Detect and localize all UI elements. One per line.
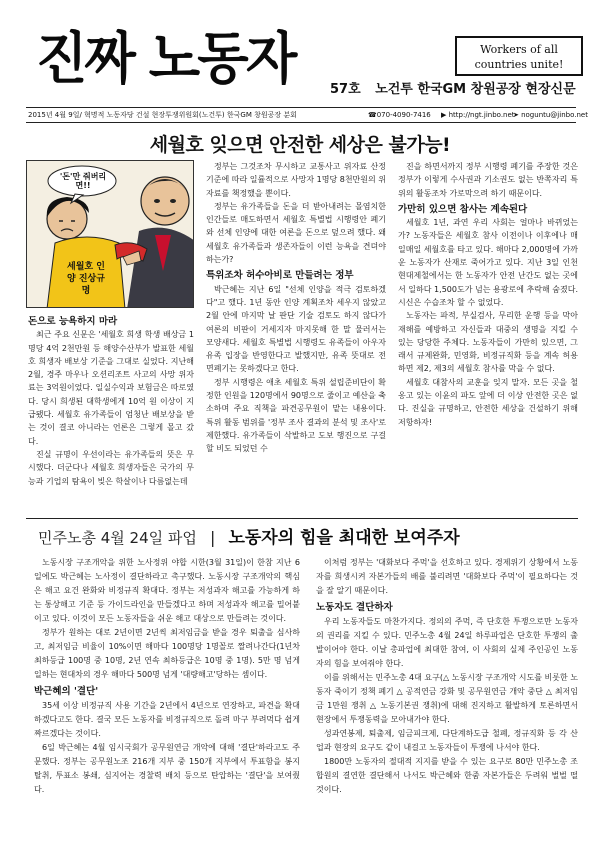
article1-column1 <box>28 312 194 488</box>
article2-column2 <box>316 556 578 797</box>
cartoon-sign: 세월호 인양 진상규명 <box>67 262 105 296</box>
subhead-workers-decide: 노동자도 결단하자 <box>316 602 393 613</box>
paragraph: 최근 주요 신문은 '세월호 희생 학생 배상금 1명당 4억 2천만원 등 해양수산부가 발표한 세월호 희생자 배보상 기준을 그대로 실었다. 지난해 2월, 경주 마우나 오션리조트 사고의 사망 위자료는 3억원이었다. 일실수익과 보험금은 따로였다. 당시 희생된 대학생에게 10억 원 이상이 지급됐다. 세월호 유가족들이 엄청난 배보상을 받는 것이 결코 아니라는 언론은 그렇게 몰고 갔다. <box>28 330 194 446</box>
paragraph: 35세 이상 비정규직 사용 기간을 2년에서 4년으로 연장하고, 파견을 확대하겠다고도 한다. 결국 모든 노동자를 비정규직으로 돌려 마구 부려먹다 쉽게 짜르겠다는 것이다. <box>34 701 300 738</box>
subhead-money: 돈으로 능욕하지 마라 <box>28 316 118 327</box>
paragraph: 정부가 원하는 대로 2년이면 2년씩 최저임금을 받을 경우 퇴출을 심사하고, 최저임금 비율이 10%이면 해마다 100명당 1명꼴로 짤려나간다(1년차 최하등급 100명 중 10명, 2년 연속 최하등급은 10명 중 1명). 5만 명 넘게 일하는 현대차의 경우 해마다 500명 넘게 '대량해고'당하는 셈이다. <box>34 628 300 679</box>
website-link[interactable]: ▶ http://ngt.jinbo.net <box>441 111 515 119</box>
article2-column1 <box>34 556 300 797</box>
paragraph: 진실 규명이 우선이라는 유가족들의 뜻은 무시했다. 더군다나 세월호 희생자들은 국가의 무능과 기업의 탐욕이 빚은 학살이나 다름없는데 <box>28 449 194 486</box>
paragraph: 노동자는 파적, 부실검사, 무리한 운행 등을 막아 재해를 예방하고 자신들과 대중의 생명을 지킬 수 있는 당당한 주체다. 노동자들이 가만히 있으면, 그래서 규제완화, 민영화, 비정규직화 등을 계속 허용하면 제2, 제3의 세월호 참사를 막을 수 없다. <box>398 311 578 374</box>
political-cartoon <box>26 160 194 308</box>
headline-strike <box>38 523 578 548</box>
subhead-decision: 박근혜의 '결단' <box>34 686 99 697</box>
paragraph: 세월호 대참사의 교훈을 잊지 말자. 모든 곳을 철옹고 있는 이윤의 파도 앞에 더 이상 안전한 곳은 없다. 진실을 규명하고, 안전한 세상을 건설하기 위해 저항하자! <box>398 377 578 427</box>
headline-separator: | <box>209 528 216 547</box>
paragraph: 6일 박근혜는 4월 임시국회가 공무원연금 개악에 대해 '결단'하라고도 주문했다. 정부는 공무원노조 216개 지부 중 150개 지부에서 투표함을 봉지 탈취, 투표소 봉쇄, 심지어는 경찰력 배치 등으로 탄압하는 '결단'을 보여줬다. <box>34 743 300 794</box>
article1-column3 <box>398 160 578 429</box>
paragraph: 정부는 유가족들을 돈을 더 받아내려는 몰염치한 인간들로 매도하면서 세월호 특별법 시행령안 폐기와 선체 인양에 대한 여론을 돈으로 덮으려 했다. 왜 세월호 유가족들과 생존자들이 이런 능욕을 견뎌야 하는가? <box>206 201 386 265</box>
paragraph: 박근혜는 지난 6일 "선체 인양을 적극 검토하겠다"고 했다. 1년 동안 인양 계획조차 세우지 않았고 2월 안에 마지막 날 판단 기술 검토도 하지 않다가 여론의 비판이 거세지자 마지못해 한 말 물러서는 모양새다. 세월호 특별법 시행령도 유족들이 아우자 유족 입장을 반영한다고 발했지만, 유족 뜻대로 전면폐기는 못하겠다고 한다. <box>206 284 386 374</box>
cartoon-speech: '돈'만 줘버리면!! <box>59 172 107 190</box>
section-divider <box>26 518 578 519</box>
issue-line <box>330 78 576 97</box>
phone-number: ☎070-4090-7416 <box>368 111 431 119</box>
paragraph: 성과연봉제, 퇴출제, 임금피크제, 다단계하도급 철폐, 정규직화 등 각 산업과 현장의 요구도 같이 내걸고 노동자들이 투쟁에 나서야 한다. <box>316 729 578 752</box>
paragraph: 1800만 노동자의 절대적 지지를 받을 수 있는 요구로 80만 민주노총 조합원의 결연한 결단해서 나서도 박근혜와 한줌 자본가들은 두려워 벌벌 떨 것이다. <box>316 757 578 794</box>
masthead <box>0 0 600 100</box>
paragraph: 우리 노동자들도 마찬가지다. 정의의 주먹, 즉 단호한 투쟁으로만 노동자의 권리를 지킬 수 있다. 민주노총 4월 24일 하루파업은 단호한 투쟁의 출발이어야 한다. 이날 총파업에 최대한 참여, 이 사회의 실제 주인공인 노동자의 힘을 보여줘야 한다. <box>316 617 578 668</box>
paragraph: 정부는 그것조차 무시하고 교통사고 위자료 산정 기준에 따라 일률적으로 사망자 1명당 8천만원의 위자료를 책정했을 뿐이다. <box>206 162 386 198</box>
headline-strike-right: 노동자의 힘을 최대한 보여주자 <box>228 528 460 548</box>
publication-info: 2015년 4월 9일/ 혁명적 노동자당 건설 현장투쟁위원회(노건투) 한국GM 창원공장 분회 <box>28 111 297 119</box>
paragraph: 이를 위해서는 민주노총 4대 요구(△ 노동시장 구조개악 시도를 비롯한 노동자 죽이기 정책 폐기 △ 공적연금 강화 및 공무원연금 개악 중단 △ 최저임금 1만원 쟁취 △ 노동기본권 쟁취)에 대해 진지하고 활발하게 토론하면서 현장에서 투쟁동력을 모아내가야 한다. <box>316 673 578 724</box>
subhead-committee: 특위조차 허수아비로 만들려는 정부 <box>206 270 354 282</box>
slogan-box: Workers of all countries unite! <box>455 36 583 76</box>
paragraph: 이처럼 정부는 '대화보다 주먹'을 선호하고 있다. 경제위기 상황에서 노동자를 희생시켜 자본가들의 배를 불리려면 '대화보다 주먹'이 필요하다는 것을 잘 알기 때문이다. <box>316 558 578 595</box>
subhead-disaster: 가만히 있으면 참사는 계속된다 <box>398 203 528 215</box>
email-link[interactable]: ➤ noguntu@jinbo.net <box>513 111 588 119</box>
headline-strike-left: 민주노총 4월 24일 파업 <box>38 529 197 547</box>
info-bar <box>26 107 588 123</box>
paragraph: 세월호 1년, 과연 우리 사회는 얼마나 바뀌었는가? 노동자들은 세월호 참사 이전이나 이후에나 매일매일 세월호를 타고 있다. 해마다 2,000명에 가까운 노동자가 산재로 죽어가고 있다. 지난 3일 인천 현대제철에서는 한 노동자가 안전 난간도 없는 곳에서 일하다 1,500도가 넘는 용광로에 추락해 숨졌다. 시신은 수습조차 할 수 없었다. <box>398 218 578 307</box>
paragraph: 정부 시행령은 애초 세월호 특위 설립준비단이 확정한 인원을 120명에서 90명으로 줄이고 예산을 축소하며 주요 직책을 파견공무원이 맡는 내용이다. 특위 활동 범위를 '정부 조사 결과의 분석 및 조사'로 제한했다. 유가족들이 삭발하고 도보 행진으로 구걸할 비도 되었던 수 <box>206 377 386 454</box>
newspaper-title: 진짜 노동자 <box>36 27 295 92</box>
headline-sewol: 세월호 잊으면 안전한 세상은 불가능! <box>149 134 451 156</box>
issue-number: 57호 <box>330 82 361 97</box>
paragraph: 진을 하면서까지 정부 시행령 폐기를 주장한 것은 정부가 이렇게 수사권과 기소권도 없는 반쪽자리 특위의 활동조차 가로막으려 하기 때문이다. <box>398 162 578 198</box>
article1-column2 <box>206 160 386 456</box>
issue-description: 노건투 한국GM 창원공장 현장신문 <box>375 82 576 97</box>
paragraph: 노동시장 구조개악을 위한 노사정위 야합 시한(3월 31일)이 한참 지난 6일에도 박근혜는 노사정이 결단하라고 촉구했다. 노동시장 구조개악의 핵심은 해고 요건 완화와 비정규직 확대다. 정부는 저성과자 해고를 가능하게 하는 통상해고 기준 등 가이드라인을 만들겠다고 하며 저성과자 해고를 밀어붙이고 있다. 이것이 모든 노동자들을 쉬운 해고 대상으로 만들려는 것이다. <box>34 558 300 623</box>
